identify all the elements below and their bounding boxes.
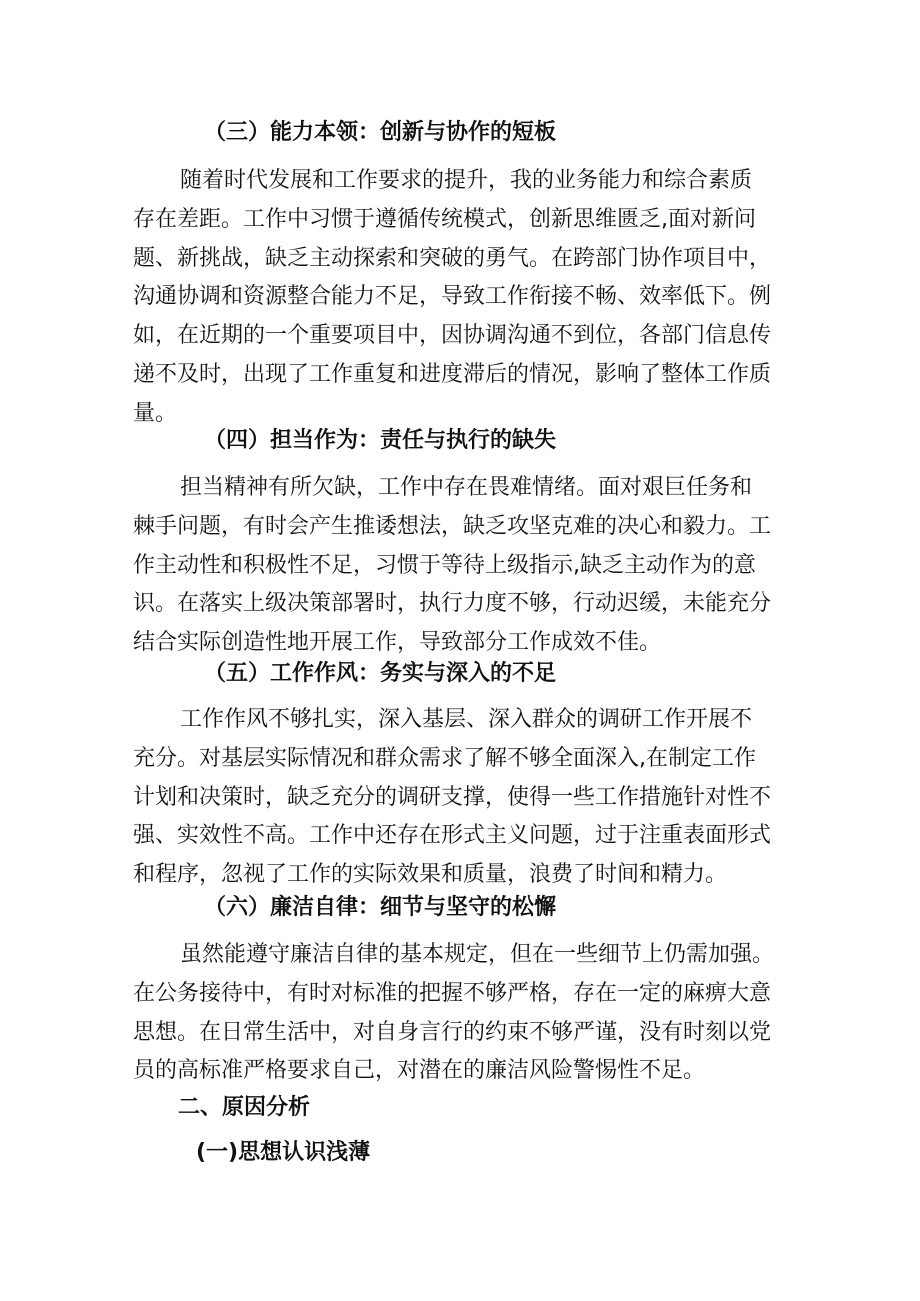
body-line: 思想。在日常生活中，对自身言行的约束不够严谨，没有时刻以党: [133, 1019, 772, 1045]
body-line: 作主动性和积极性不足，习惯于等待上级指示,缺乏主动作为的意: [133, 552, 756, 578]
body-line: 工作作风不够扎实，深入基层、深入群众的调研工作开展不: [180, 707, 753, 732]
section-heading-5: （五）工作作风：务实与深入的不足: [204, 661, 557, 686]
body-line: 和程序，忽视了工作的实际效果和质量，浪费了时间和精力。: [133, 862, 728, 888]
body-line: 充分。对基层实际情况和群众需求了解不够全面深入,在制定工作: [133, 745, 756, 771]
section-body-6: [133, 936, 797, 1091]
section-heading-3: （三）能力本领：创新与协作的短板: [204, 120, 557, 145]
body-line: 在公务接待中，有时对标准的把握不够严格，存在一定的麻痹大意: [133, 980, 772, 1006]
section-body-3: [133, 162, 797, 434]
body-line: 题、新挑战，缺乏主动探索和突破的勇气。在跨部门协作项目中，: [133, 245, 772, 271]
body-line: 存在差距。工作中习惯于遵循传统模式，创新思维匮乏,面对新问: [133, 206, 756, 232]
body-line: 随着时代发展和工作要求的提升，我的业务能力和综合素质: [180, 168, 753, 193]
body-line: 担当精神有所欠缺，工作中存在畏难情绪。面对艰巨任务和: [180, 475, 753, 500]
body-line: 递不及时，出现了工作重复和进度滞后的情况，影响了整体工作质: [133, 361, 772, 387]
body-line: 识。在落实上级决策部署时，执行力度不够，行动迟缓，未能充分: [133, 591, 772, 617]
body-line: 量。: [133, 400, 178, 426]
section-heading-6: （六）廉洁自律：细节与坚守的松懈: [204, 895, 557, 920]
body-line: 员的高标准严格要求自己，对潜在的廉洁风险警惕性不足。: [133, 1058, 706, 1084]
body-line: 沟通协调和资源整合能力不足，导致工作衔接不畅、效率低下。例: [133, 284, 772, 310]
body-line: 结合实际创造性地开展工作，导致部分工作成效不佳。: [133, 630, 662, 656]
body-line: 强、实效性不高。工作中还存在形式主义问题，过于注重表面形式: [133, 823, 772, 849]
body-line: 虽然能遵守廉洁自律的基本规定，但在一些细节上仍需加强。: [180, 942, 775, 967]
subsection-heading: (一)思想认识浅薄: [196, 1140, 371, 1165]
body-line: 如，在近期的一个重要项目中，因协调沟通不到位，各部门信息传: [133, 323, 772, 349]
part-heading: 二、原因分析: [178, 1095, 311, 1120]
section-body-4: [133, 469, 797, 663]
body-line: 计划和决策时，缺乏充分的调研支撑，使得一些工作措施针对性不: [133, 784, 772, 810]
section-heading-4: （四）担当作为：责任与执行的缺失: [204, 428, 557, 453]
body-line: 棘手问题，有时会产生推诿想法，缺乏攻坚克难的决心和毅力。工: [133, 513, 772, 539]
section-body-5: [133, 701, 797, 895]
